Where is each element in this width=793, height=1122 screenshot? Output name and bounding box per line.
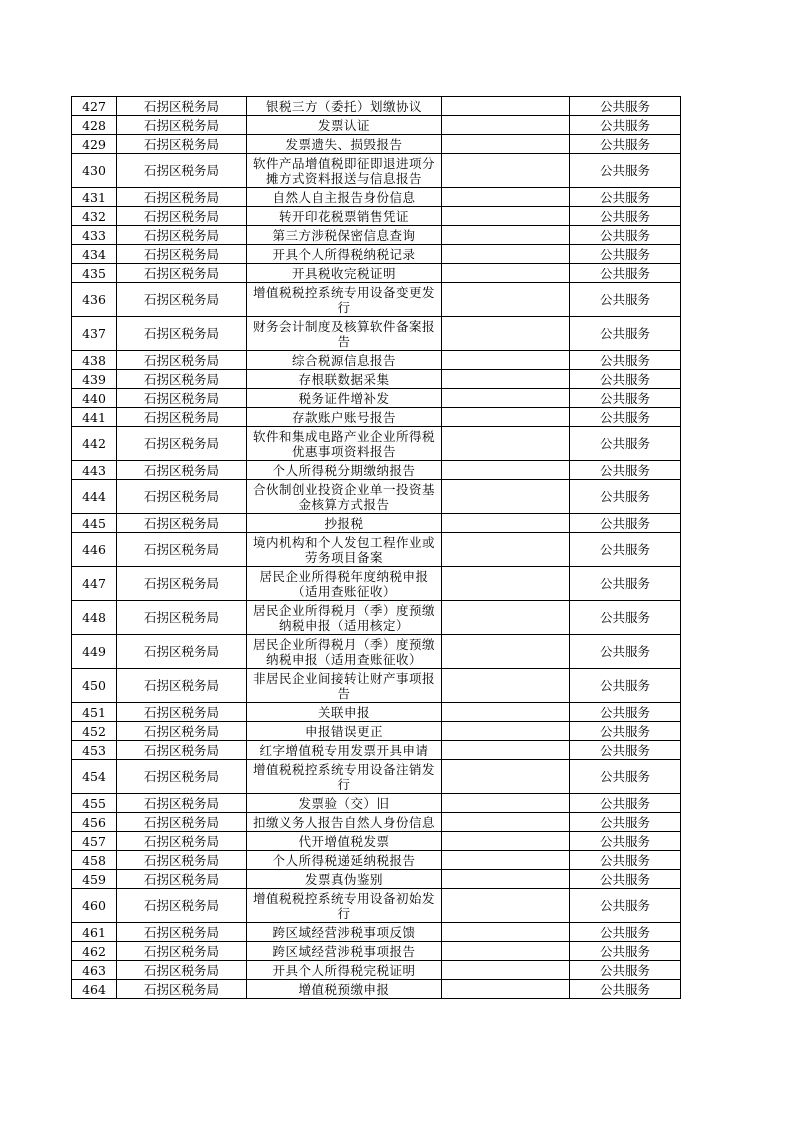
row-category: 公共服务 bbox=[570, 942, 681, 961]
table-row bbox=[72, 923, 681, 942]
row-extra bbox=[442, 669, 570, 703]
row-item-name: 开具税收完税证明 bbox=[247, 264, 442, 283]
row-category: 公共服务 bbox=[570, 351, 681, 370]
row-department: 石拐区税务局 bbox=[117, 427, 247, 461]
row-number: 437 bbox=[72, 317, 117, 351]
table-row bbox=[72, 794, 681, 813]
table-row bbox=[72, 283, 681, 317]
row-extra bbox=[442, 942, 570, 961]
row-department: 石拐区税务局 bbox=[117, 741, 247, 760]
row-number: 459 bbox=[72, 870, 117, 889]
table-row bbox=[72, 942, 681, 961]
row-number: 448 bbox=[72, 601, 117, 635]
row-number: 443 bbox=[72, 461, 117, 480]
row-department: 石拐区税务局 bbox=[117, 813, 247, 832]
row-department: 石拐区税务局 bbox=[117, 923, 247, 942]
row-category: 公共服务 bbox=[570, 961, 681, 980]
table-row bbox=[72, 427, 681, 461]
row-department: 石拐区税务局 bbox=[117, 980, 247, 999]
row-category: 公共服务 bbox=[570, 283, 681, 317]
row-number: 439 bbox=[72, 370, 117, 389]
table-row bbox=[72, 741, 681, 760]
row-department: 石拐区税务局 bbox=[117, 480, 247, 514]
row-category: 公共服务 bbox=[570, 461, 681, 480]
row-department: 石拐区税务局 bbox=[117, 188, 247, 207]
row-item-name: 申报错误更正 bbox=[247, 722, 442, 741]
row-department: 石拐区税务局 bbox=[117, 283, 247, 317]
table-row bbox=[72, 832, 681, 851]
row-category: 公共服务 bbox=[570, 370, 681, 389]
row-item-name: 关联申报 bbox=[247, 703, 442, 722]
table-row bbox=[72, 188, 681, 207]
row-item-name: 转开印花税票销售凭证 bbox=[247, 207, 442, 226]
row-extra bbox=[442, 370, 570, 389]
row-category: 公共服务 bbox=[570, 851, 681, 870]
row-item-name: 居民企业所得税年度纳税申报（适用查账征收） bbox=[247, 567, 442, 601]
row-number: 453 bbox=[72, 741, 117, 760]
table-row bbox=[72, 408, 681, 427]
row-number: 449 bbox=[72, 635, 117, 669]
row-category: 公共服务 bbox=[570, 832, 681, 851]
row-item-name: 合伙制创业投资企业单一投资基金核算方式报告 bbox=[247, 480, 442, 514]
row-category: 公共服务 bbox=[570, 567, 681, 601]
row-item-name: 自然人自主报告身份信息 bbox=[247, 188, 442, 207]
row-item-name: 存款账户账号报告 bbox=[247, 408, 442, 427]
row-extra bbox=[442, 245, 570, 264]
table-row bbox=[72, 351, 681, 370]
row-category: 公共服务 bbox=[570, 760, 681, 794]
row-number: 462 bbox=[72, 942, 117, 961]
row-extra bbox=[442, 961, 570, 980]
row-item-name: 境内机构和个人发包工程作业或劳务项目备案 bbox=[247, 533, 442, 567]
row-item-name: 开具个人所得税完税证明 bbox=[247, 961, 442, 980]
row-category: 公共服务 bbox=[570, 703, 681, 722]
row-item-name: 非居民企业间接转让财产事项报告 bbox=[247, 669, 442, 703]
row-extra bbox=[442, 794, 570, 813]
row-item-name: 增值税税控系统专用设备注销发行 bbox=[247, 760, 442, 794]
row-item-name: 红字增值税专用发票开具申请 bbox=[247, 741, 442, 760]
row-extra bbox=[442, 533, 570, 567]
row-category: 公共服务 bbox=[570, 794, 681, 813]
row-extra bbox=[442, 116, 570, 135]
row-department: 石拐区税务局 bbox=[117, 851, 247, 870]
row-category: 公共服务 bbox=[570, 135, 681, 154]
row-extra bbox=[442, 135, 570, 154]
row-category: 公共服务 bbox=[570, 741, 681, 760]
row-extra bbox=[442, 317, 570, 351]
table-row bbox=[72, 813, 681, 832]
row-extra bbox=[442, 601, 570, 635]
row-department: 石拐区税务局 bbox=[117, 207, 247, 226]
row-number: 458 bbox=[72, 851, 117, 870]
row-item-name: 跨区域经营涉税事项反馈 bbox=[247, 923, 442, 942]
row-extra bbox=[442, 923, 570, 942]
row-category: 公共服务 bbox=[570, 427, 681, 461]
row-extra bbox=[442, 980, 570, 999]
row-number: 431 bbox=[72, 188, 117, 207]
table-row bbox=[72, 317, 681, 351]
row-category: 公共服务 bbox=[570, 669, 681, 703]
row-category: 公共服务 bbox=[570, 317, 681, 351]
row-number: 463 bbox=[72, 961, 117, 980]
row-category: 公共服务 bbox=[570, 601, 681, 635]
row-department: 石拐区税务局 bbox=[117, 461, 247, 480]
row-department: 石拐区税务局 bbox=[117, 669, 247, 703]
table-row bbox=[72, 226, 681, 245]
row-department: 石拐区税务局 bbox=[117, 351, 247, 370]
row-item-name: 个人所得税分期缴纳报告 bbox=[247, 461, 442, 480]
row-department: 石拐区税务局 bbox=[117, 370, 247, 389]
row-item-name: 代开增值税发票 bbox=[247, 832, 442, 851]
row-department: 石拐区税务局 bbox=[117, 889, 247, 923]
row-number: 456 bbox=[72, 813, 117, 832]
row-department: 石拐区税务局 bbox=[117, 601, 247, 635]
table-row bbox=[72, 889, 681, 923]
row-category: 公共服务 bbox=[570, 722, 681, 741]
row-extra bbox=[442, 635, 570, 669]
row-category: 公共服务 bbox=[570, 813, 681, 832]
table-row bbox=[72, 961, 681, 980]
row-extra bbox=[442, 703, 570, 722]
row-extra bbox=[442, 226, 570, 245]
row-item-name: 财务会计制度及核算软件备案报告 bbox=[247, 317, 442, 351]
row-category: 公共服务 bbox=[570, 97, 681, 116]
table-row bbox=[72, 389, 681, 408]
row-number: 436 bbox=[72, 283, 117, 317]
row-extra bbox=[442, 813, 570, 832]
row-department: 石拐区税务局 bbox=[117, 154, 247, 188]
row-department: 石拐区税务局 bbox=[117, 760, 247, 794]
table-row bbox=[72, 514, 681, 533]
row-category: 公共服务 bbox=[570, 870, 681, 889]
row-extra bbox=[442, 851, 570, 870]
row-number: 438 bbox=[72, 351, 117, 370]
row-department: 石拐区税务局 bbox=[117, 317, 247, 351]
row-number: 464 bbox=[72, 980, 117, 999]
row-department: 石拐区税务局 bbox=[117, 832, 247, 851]
table-row bbox=[72, 980, 681, 999]
row-item-name: 跨区域经营涉税事项报告 bbox=[247, 942, 442, 961]
row-item-name: 发票认证 bbox=[247, 116, 442, 135]
row-extra bbox=[442, 264, 570, 283]
table-body bbox=[72, 97, 681, 999]
table-row bbox=[72, 760, 681, 794]
row-department: 石拐区税务局 bbox=[117, 703, 247, 722]
service-items-table bbox=[71, 96, 681, 999]
row-extra bbox=[442, 832, 570, 851]
row-category: 公共服务 bbox=[570, 923, 681, 942]
row-number: 440 bbox=[72, 389, 117, 408]
row-category: 公共服务 bbox=[570, 245, 681, 264]
row-extra bbox=[442, 283, 570, 317]
row-department: 石拐区税务局 bbox=[117, 116, 247, 135]
row-department: 石拐区税务局 bbox=[117, 794, 247, 813]
row-category: 公共服务 bbox=[570, 116, 681, 135]
row-department: 石拐区税务局 bbox=[117, 135, 247, 154]
row-item-name: 存根联数据采集 bbox=[247, 370, 442, 389]
row-number: 446 bbox=[72, 533, 117, 567]
row-department: 石拐区税务局 bbox=[117, 942, 247, 961]
row-department: 石拐区税务局 bbox=[117, 961, 247, 980]
row-department: 石拐区税务局 bbox=[117, 722, 247, 741]
table-row bbox=[72, 722, 681, 741]
table-row bbox=[72, 135, 681, 154]
row-department: 石拐区税务局 bbox=[117, 226, 247, 245]
table-row bbox=[72, 461, 681, 480]
row-item-name: 发票真伪鉴别 bbox=[247, 870, 442, 889]
row-extra bbox=[442, 351, 570, 370]
row-extra bbox=[442, 722, 570, 741]
row-department: 石拐区税务局 bbox=[117, 264, 247, 283]
row-department: 石拐区税务局 bbox=[117, 533, 247, 567]
row-category: 公共服务 bbox=[570, 480, 681, 514]
row-item-name: 第三方涉税保密信息查询 bbox=[247, 226, 442, 245]
row-category: 公共服务 bbox=[570, 514, 681, 533]
row-number: 450 bbox=[72, 669, 117, 703]
row-category: 公共服务 bbox=[570, 980, 681, 999]
table-row bbox=[72, 264, 681, 283]
table-row bbox=[72, 635, 681, 669]
row-number: 435 bbox=[72, 264, 117, 283]
row-number: 461 bbox=[72, 923, 117, 942]
row-category: 公共服务 bbox=[570, 207, 681, 226]
row-department: 石拐区税务局 bbox=[117, 389, 247, 408]
row-item-name: 个人所得税递延纳税报告 bbox=[247, 851, 442, 870]
row-department: 石拐区税务局 bbox=[117, 245, 247, 264]
row-department: 石拐区税务局 bbox=[117, 408, 247, 427]
row-number: 429 bbox=[72, 135, 117, 154]
row-item-name: 发票验（交）旧 bbox=[247, 794, 442, 813]
table-row bbox=[72, 533, 681, 567]
table-row bbox=[72, 480, 681, 514]
row-category: 公共服务 bbox=[570, 533, 681, 567]
row-category: 公共服务 bbox=[570, 889, 681, 923]
table-row bbox=[72, 97, 681, 116]
table-row bbox=[72, 703, 681, 722]
row-category: 公共服务 bbox=[570, 154, 681, 188]
row-department: 石拐区税务局 bbox=[117, 870, 247, 889]
table-row bbox=[72, 207, 681, 226]
row-item-name: 软件和集成电路产业企业所得税优惠事项资料报告 bbox=[247, 427, 442, 461]
row-category: 公共服务 bbox=[570, 408, 681, 427]
row-number: 432 bbox=[72, 207, 117, 226]
row-item-name: 增值税预缴申报 bbox=[247, 980, 442, 999]
row-number: 444 bbox=[72, 480, 117, 514]
row-extra bbox=[442, 408, 570, 427]
table-row bbox=[72, 245, 681, 264]
row-extra bbox=[442, 760, 570, 794]
row-item-name: 增值税税控系统专用设备初始发行 bbox=[247, 889, 442, 923]
row-item-name: 居民企业所得税月（季）度预缴纳税申报（适用查账征收） bbox=[247, 635, 442, 669]
row-number: 447 bbox=[72, 567, 117, 601]
table-row bbox=[72, 370, 681, 389]
row-extra bbox=[442, 480, 570, 514]
row-item-name: 发票遗失、损毁报告 bbox=[247, 135, 442, 154]
table-row bbox=[72, 567, 681, 601]
row-number: 442 bbox=[72, 427, 117, 461]
row-department: 石拐区税务局 bbox=[117, 635, 247, 669]
row-number: 441 bbox=[72, 408, 117, 427]
row-number: 451 bbox=[72, 703, 117, 722]
row-category: 公共服务 bbox=[570, 635, 681, 669]
row-item-name: 综合税源信息报告 bbox=[247, 351, 442, 370]
row-extra bbox=[442, 870, 570, 889]
row-item-name: 抄报税 bbox=[247, 514, 442, 533]
row-extra bbox=[442, 207, 570, 226]
row-extra bbox=[442, 97, 570, 116]
row-item-name: 居民企业所得税月（季）度预缴纳税申报（适用核定） bbox=[247, 601, 442, 635]
row-department: 石拐区税务局 bbox=[117, 567, 247, 601]
row-item-name: 软件产品增值税即征即退进项分摊方式资料报送与信息报告 bbox=[247, 154, 442, 188]
row-category: 公共服务 bbox=[570, 188, 681, 207]
row-number: 460 bbox=[72, 889, 117, 923]
row-item-name: 扣缴义务人报告自然人身份信息 bbox=[247, 813, 442, 832]
row-number: 452 bbox=[72, 722, 117, 741]
row-number: 433 bbox=[72, 226, 117, 245]
row-extra bbox=[442, 427, 570, 461]
row-number: 445 bbox=[72, 514, 117, 533]
table-row bbox=[72, 116, 681, 135]
row-category: 公共服务 bbox=[570, 389, 681, 408]
row-item-name: 开具个人所得税纳税记录 bbox=[247, 245, 442, 264]
row-extra bbox=[442, 461, 570, 480]
row-item-name: 税务证件增补发 bbox=[247, 389, 442, 408]
row-extra bbox=[442, 154, 570, 188]
row-number: 428 bbox=[72, 116, 117, 135]
row-number: 454 bbox=[72, 760, 117, 794]
row-number: 427 bbox=[72, 97, 117, 116]
row-number: 455 bbox=[72, 794, 117, 813]
table-row bbox=[72, 851, 681, 870]
row-extra bbox=[442, 514, 570, 533]
row-extra bbox=[442, 889, 570, 923]
row-category: 公共服务 bbox=[570, 264, 681, 283]
table-row bbox=[72, 870, 681, 889]
row-extra bbox=[442, 741, 570, 760]
table-row bbox=[72, 601, 681, 635]
row-item-name: 银税三方（委托）划缴协议 bbox=[247, 97, 442, 116]
row-department: 石拐区税务局 bbox=[117, 514, 247, 533]
row-category: 公共服务 bbox=[570, 226, 681, 245]
row-extra bbox=[442, 188, 570, 207]
table-row bbox=[72, 669, 681, 703]
table-row bbox=[72, 154, 681, 188]
row-number: 434 bbox=[72, 245, 117, 264]
row-department: 石拐区税务局 bbox=[117, 97, 247, 116]
row-number: 457 bbox=[72, 832, 117, 851]
row-extra bbox=[442, 567, 570, 601]
row-number: 430 bbox=[72, 154, 117, 188]
row-item-name: 增值税税控系统专用设备变更发行 bbox=[247, 283, 442, 317]
row-extra bbox=[442, 389, 570, 408]
